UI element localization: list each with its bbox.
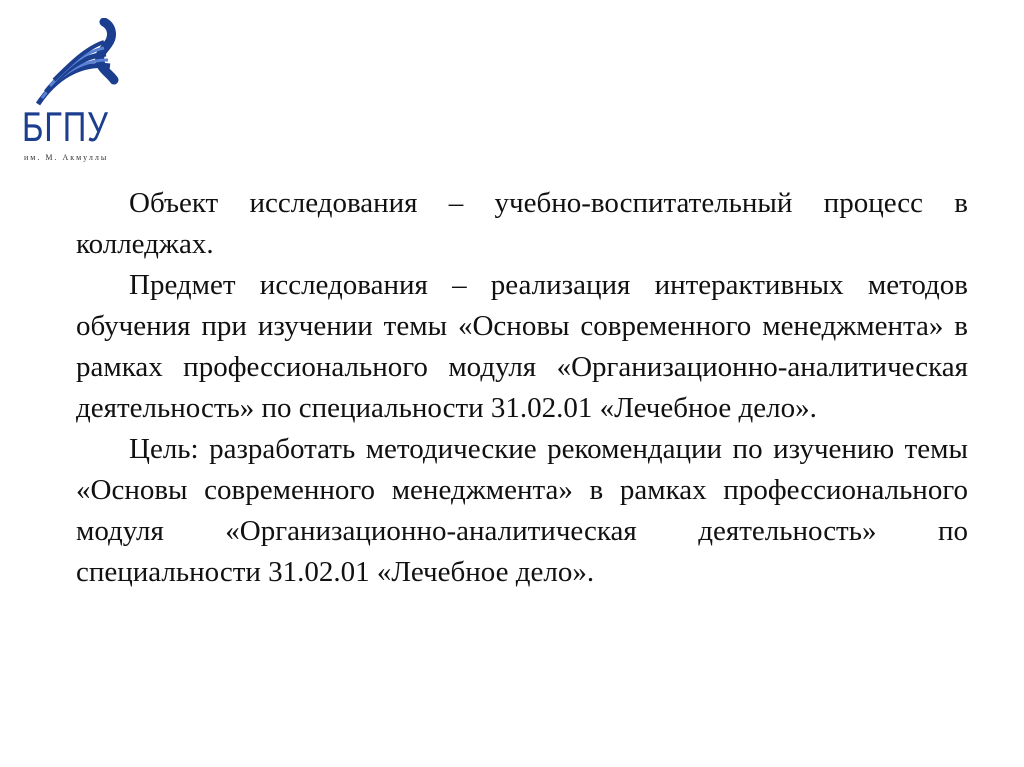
logo-subtitle: им. М. Акмуллы bbox=[24, 153, 109, 162]
paragraph-goal: Цель: разработать методические рекомендации по изучению темы «Основы современного менеджмента» в рамках профессионального модуля «Организационно-аналитическая деятельность» по специальности 31.02.01 «Лечебное дело». bbox=[76, 433, 968, 588]
paragraph-subject: Предмет исследования – реализация интерактивных методов обучения при изучении темы «Основы современного менеджмента» в рамках профессионального модуля «Организационно-аналитическая деятельность» по специальности 31.02.01 «Лечебное дело». bbox=[76, 269, 968, 424]
paragraph-object: Объект исследования – учебно-воспитательный процесс в колледжах. bbox=[76, 187, 968, 260]
logo-title: БГПУ bbox=[22, 103, 109, 150]
university-logo bbox=[22, 18, 132, 162]
logo-emblem-icon bbox=[34, 18, 120, 110]
slide-body bbox=[76, 183, 968, 593]
